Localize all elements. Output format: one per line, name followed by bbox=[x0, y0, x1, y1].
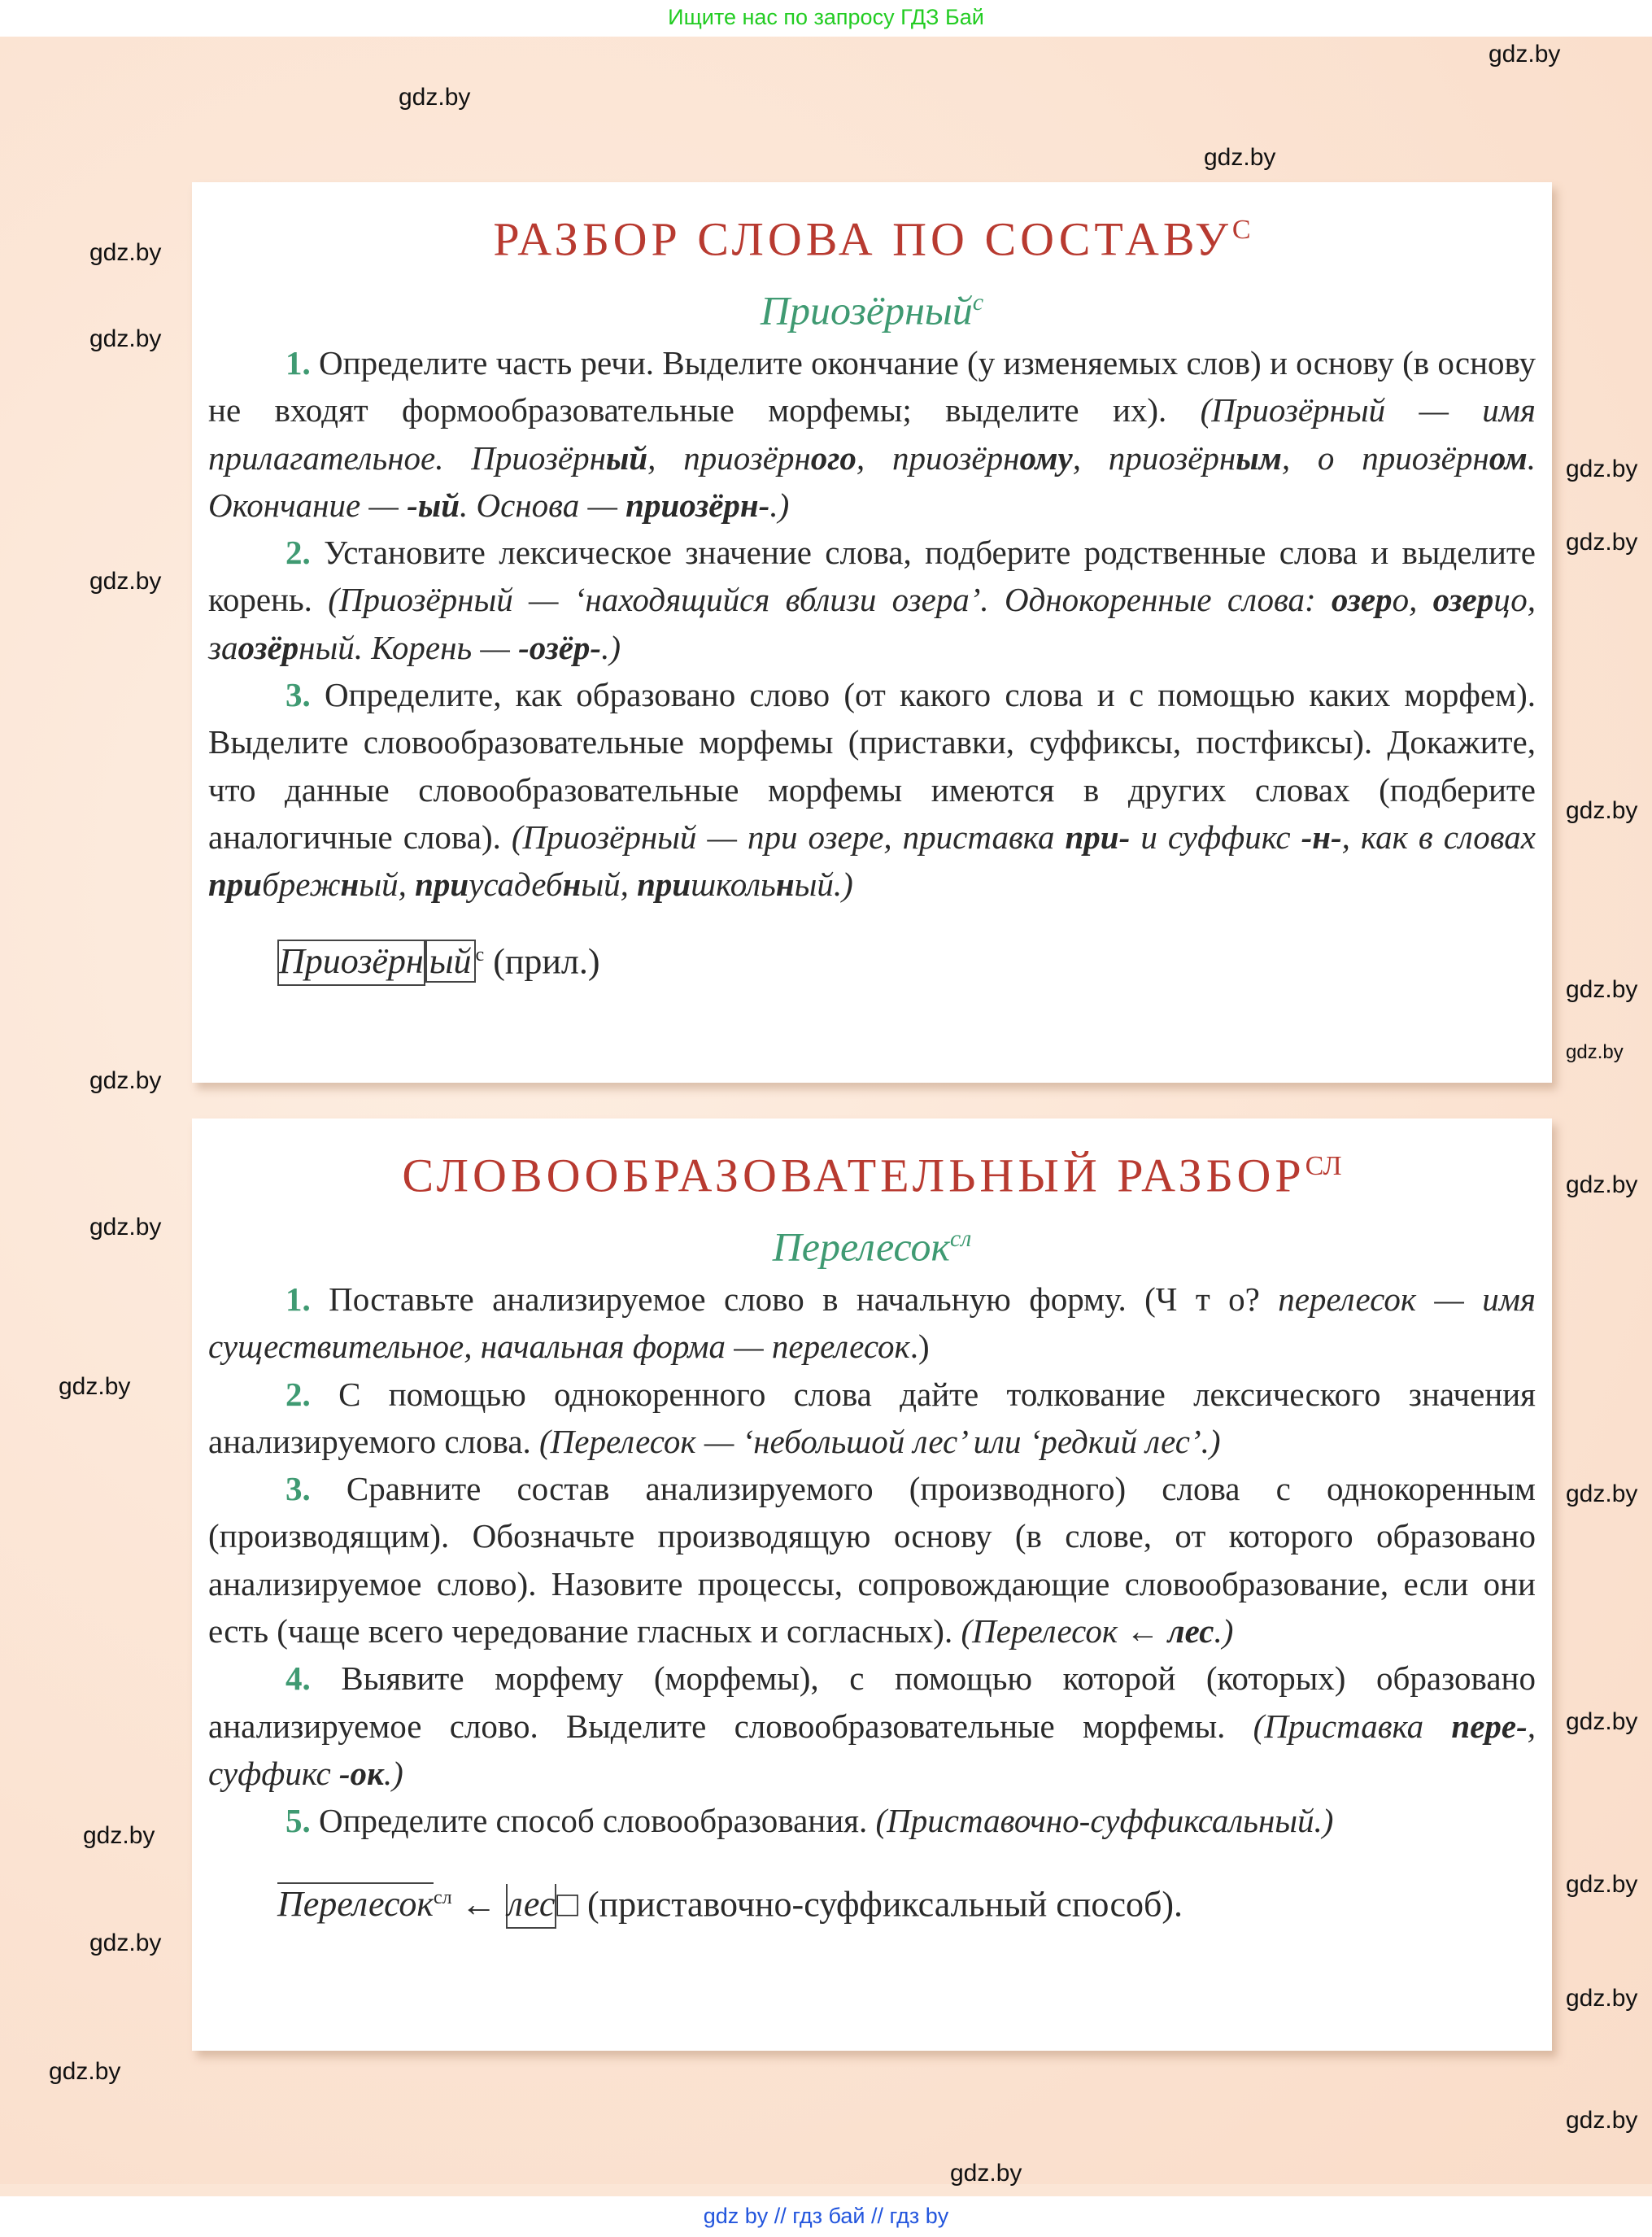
step-text: , приозёрн bbox=[1072, 438, 1236, 477]
step-text: (Приозёрный — имя прилагательное. Приозёрн bbox=[208, 391, 1536, 477]
step-text: и суффикс bbox=[1130, 818, 1301, 856]
footer-links[interactable]: gdz by // гдз бай // гдз by bbox=[703, 2204, 949, 2228]
morpheme-scheme bbox=[277, 927, 1552, 991]
step-text: , как в словах bbox=[1341, 818, 1536, 856]
step-text: цо, за bbox=[208, 581, 1536, 666]
step-text: Установите лексическое значение слова, подберите родственные слова и выделите корень. bbox=[208, 534, 1536, 619]
step-text: усадеб bbox=[469, 866, 563, 904]
section-title bbox=[192, 182, 1552, 268]
step-paragraph bbox=[208, 671, 1536, 908]
step-text: (Приозёрный — при озере, приставка bbox=[511, 818, 1066, 856]
title-text: РАЗБОР СЛОВА ПО СОСТАВУ bbox=[493, 212, 1232, 266]
step-text: (Перелесок — ‘небольшой лес’ или ‘редкий лес’.) bbox=[539, 1422, 1221, 1460]
top-banner bbox=[0, 0, 1652, 37]
scheme-ending: ый bbox=[425, 940, 476, 983]
search-hint[interactable]: Ищите нас по запросу ГДЗ Бай bbox=[668, 5, 984, 29]
step-number: 1. bbox=[286, 1280, 329, 1318]
card-word-formation bbox=[192, 1118, 1552, 2051]
watermark: gdz.by bbox=[89, 239, 162, 266]
step-text: , приозёрн bbox=[647, 438, 811, 477]
scheme-note: (прил.) bbox=[493, 941, 600, 982]
bottom-banner bbox=[0, 2196, 1652, 2237]
step-text: ный. Корень — bbox=[299, 628, 519, 666]
step-number: 3. bbox=[286, 1470, 347, 1508]
step-text: о, bbox=[1392, 581, 1433, 619]
step-text: (Приставочно-суффиксальный.) bbox=[875, 1802, 1334, 1840]
step-text: при bbox=[415, 866, 469, 904]
step-paragraph bbox=[208, 339, 1536, 529]
step-text: С помощью однокоренного слова дайте толкование лексического значения анализируемого слова. bbox=[208, 1375, 1536, 1460]
step-paragraph bbox=[208, 1465, 1536, 1655]
watermark: gdz.by bbox=[89, 325, 162, 352]
watermark: gdz.by bbox=[1566, 1708, 1638, 1735]
step-text: Определите способ словообразования. bbox=[319, 1802, 876, 1840]
step-text: (Приозёрный — ‘находящийся вблизи озера’. Однокоренные слова: bbox=[328, 581, 1332, 619]
step-text: ому bbox=[1019, 438, 1073, 477]
steps-list bbox=[192, 1275, 1552, 1845]
step-number: 1. bbox=[286, 343, 320, 382]
step-text: при- bbox=[1065, 818, 1131, 856]
scheme-note: (приставочно-суффиксальный способ). bbox=[586, 1884, 1183, 1925]
word-text: Приозёрный bbox=[760, 287, 973, 334]
title-text: СЛОВООБРАЗОВАТЕЛЬНЫЙ РАЗБОР bbox=[402, 1149, 1305, 1202]
example-word bbox=[192, 1210, 1552, 1275]
watermark: gdz.by bbox=[1204, 144, 1276, 171]
step-text: Сравните состав анализируемого (производного) слова с однокоренным (производящим). Обозначьте производящую основу (в слове, от которого образовано анализируемое слово). Назовите процессы, сопровождающие словообразование, если они есть (чаще всего чередование гласных и согласных). bbox=[208, 1470, 1536, 1650]
content-column bbox=[192, 182, 1552, 2051]
watermark: gdz.by bbox=[89, 1930, 162, 1956]
step-text: .) bbox=[1214, 1612, 1234, 1650]
step-text: , приозёрн bbox=[856, 438, 1020, 477]
watermark: gdz.by bbox=[1566, 529, 1638, 556]
title-sup: С bbox=[1231, 215, 1251, 245]
watermark: gdz.by bbox=[89, 1067, 162, 1094]
watermark: gdz.by bbox=[1566, 1480, 1638, 1507]
step-text: озёр bbox=[238, 628, 299, 666]
step-text: ый bbox=[605, 438, 648, 477]
zero-ending-icon: □ bbox=[556, 1884, 578, 1925]
step-text: приозёрн- bbox=[625, 486, 770, 524]
watermark: gdz.by bbox=[59, 1373, 131, 1400]
step-text: .) bbox=[769, 486, 790, 524]
step-text: школь bbox=[691, 866, 776, 904]
title-sup: СЛ bbox=[1305, 1151, 1342, 1181]
word-sup: с bbox=[972, 289, 984, 316]
step-text: озер bbox=[1331, 581, 1393, 619]
step-text: , о приозёрн bbox=[1281, 438, 1489, 477]
step-text: -ок bbox=[338, 1754, 384, 1792]
step-paragraph bbox=[208, 1797, 1536, 1844]
watermark: gdz.by bbox=[1566, 1985, 1638, 2012]
section-title bbox=[192, 1118, 1552, 1204]
step-text: -н- bbox=[1301, 818, 1342, 856]
step-number: 2. bbox=[286, 1375, 339, 1413]
step-text: при bbox=[637, 866, 691, 904]
watermark: gdz.by bbox=[1566, 797, 1638, 824]
arrow-icon: ← bbox=[460, 1884, 497, 1925]
step-text: ый.) bbox=[794, 866, 853, 904]
step-text: (Приставка bbox=[1253, 1707, 1452, 1745]
card-morpheme-analysis bbox=[192, 182, 1552, 1083]
watermark: gdz.by bbox=[1566, 1871, 1638, 1898]
step-text: н bbox=[775, 866, 795, 904]
watermark: gdz.by bbox=[1566, 1171, 1638, 1198]
watermark: gdz.by bbox=[49, 2058, 121, 2085]
step-text: Поставьте анализируемое слово в начальную форму. (Ч т о? bbox=[329, 1280, 1279, 1318]
step-text: ом bbox=[1489, 438, 1528, 477]
step-text: пере- bbox=[1451, 1707, 1528, 1745]
step-text: -ый bbox=[407, 486, 460, 524]
watermark: gdz.by bbox=[1489, 41, 1561, 68]
watermark: gdz.by bbox=[1566, 456, 1638, 482]
word-sup: сл bbox=[949, 1225, 972, 1253]
step-text: Определите часть речи. Выделите окончание (у изменяемых слов) и основу (в основу не входят формообразовательные морфемы; выделите их). bbox=[208, 343, 1536, 430]
step-text: бреж bbox=[262, 866, 341, 904]
step-text: -озёр- bbox=[518, 628, 602, 666]
step-text: (Перелесок ← bbox=[961, 1612, 1168, 1650]
step-text: ого bbox=[810, 438, 857, 477]
step-paragraph bbox=[208, 529, 1536, 671]
watermark: gdz.by bbox=[1566, 1041, 1624, 1063]
step-paragraph bbox=[208, 1275, 1536, 1371]
step-text: перелесок — имя существительное, начальная форма — перелесок bbox=[208, 1280, 1536, 1366]
step-number: 5. bbox=[286, 1802, 319, 1840]
step-text: при bbox=[208, 866, 263, 904]
step-text: .) bbox=[909, 1328, 930, 1366]
watermark: gdz.by bbox=[950, 2160, 1022, 2187]
watermark: gdz.by bbox=[83, 1822, 155, 1849]
step-text: ый, bbox=[359, 866, 416, 904]
step-number: 3. bbox=[286, 676, 325, 714]
scheme-sup: с bbox=[475, 944, 485, 966]
step-text: лес bbox=[1167, 1612, 1214, 1650]
step-paragraph bbox=[208, 1655, 1536, 1797]
step-number: 4. bbox=[286, 1659, 342, 1698]
step-text: н bbox=[562, 866, 582, 904]
step-text: Выявите морфему (морфемы), с помощью которой (которых) образовано анализируемое слово. Выделите словообразовательные морфемы. bbox=[208, 1659, 1536, 1745]
step-text: н bbox=[340, 866, 360, 904]
step-text: ым bbox=[1236, 438, 1282, 477]
step-text: Определите, как образовано слово (от какого слова и с помощью каких морфем). Выделите словообразовательные морфемы (приставки, суффиксы, постфиксы). Докажите, что данные словообразовательные морфемы имеются в других словах (подберите аналогичные слова). bbox=[208, 676, 1536, 856]
scheme-stem: Приозёрн bbox=[277, 940, 425, 986]
word-formation-scheme bbox=[277, 1869, 1552, 1934]
step-text: .) bbox=[601, 628, 621, 666]
step-text: озер bbox=[1432, 581, 1494, 619]
steps-list bbox=[192, 339, 1552, 909]
step-text: . Окончание — bbox=[208, 438, 1536, 524]
scheme-sup: сл bbox=[433, 1886, 452, 1908]
scheme-derived: Перелесок bbox=[277, 1884, 434, 1925]
watermark: gdz.by bbox=[1566, 976, 1638, 1003]
step-paragraph bbox=[208, 1371, 1536, 1466]
watermark: gdz.by bbox=[89, 1214, 162, 1241]
watermark: gdz.by bbox=[1566, 2107, 1638, 2134]
step-text: .) bbox=[383, 1754, 403, 1792]
scheme-base: лес bbox=[506, 1884, 557, 1929]
step-text: ый, bbox=[581, 866, 638, 904]
word-text: Перелесок bbox=[772, 1223, 950, 1270]
step-text: , суффикс bbox=[208, 1707, 1536, 1792]
watermark: gdz.by bbox=[399, 84, 471, 111]
example-word bbox=[192, 274, 1552, 339]
step-number: 2. bbox=[286, 534, 325, 572]
step-text: . Основа — bbox=[460, 486, 626, 524]
watermark: gdz.by bbox=[89, 568, 162, 595]
